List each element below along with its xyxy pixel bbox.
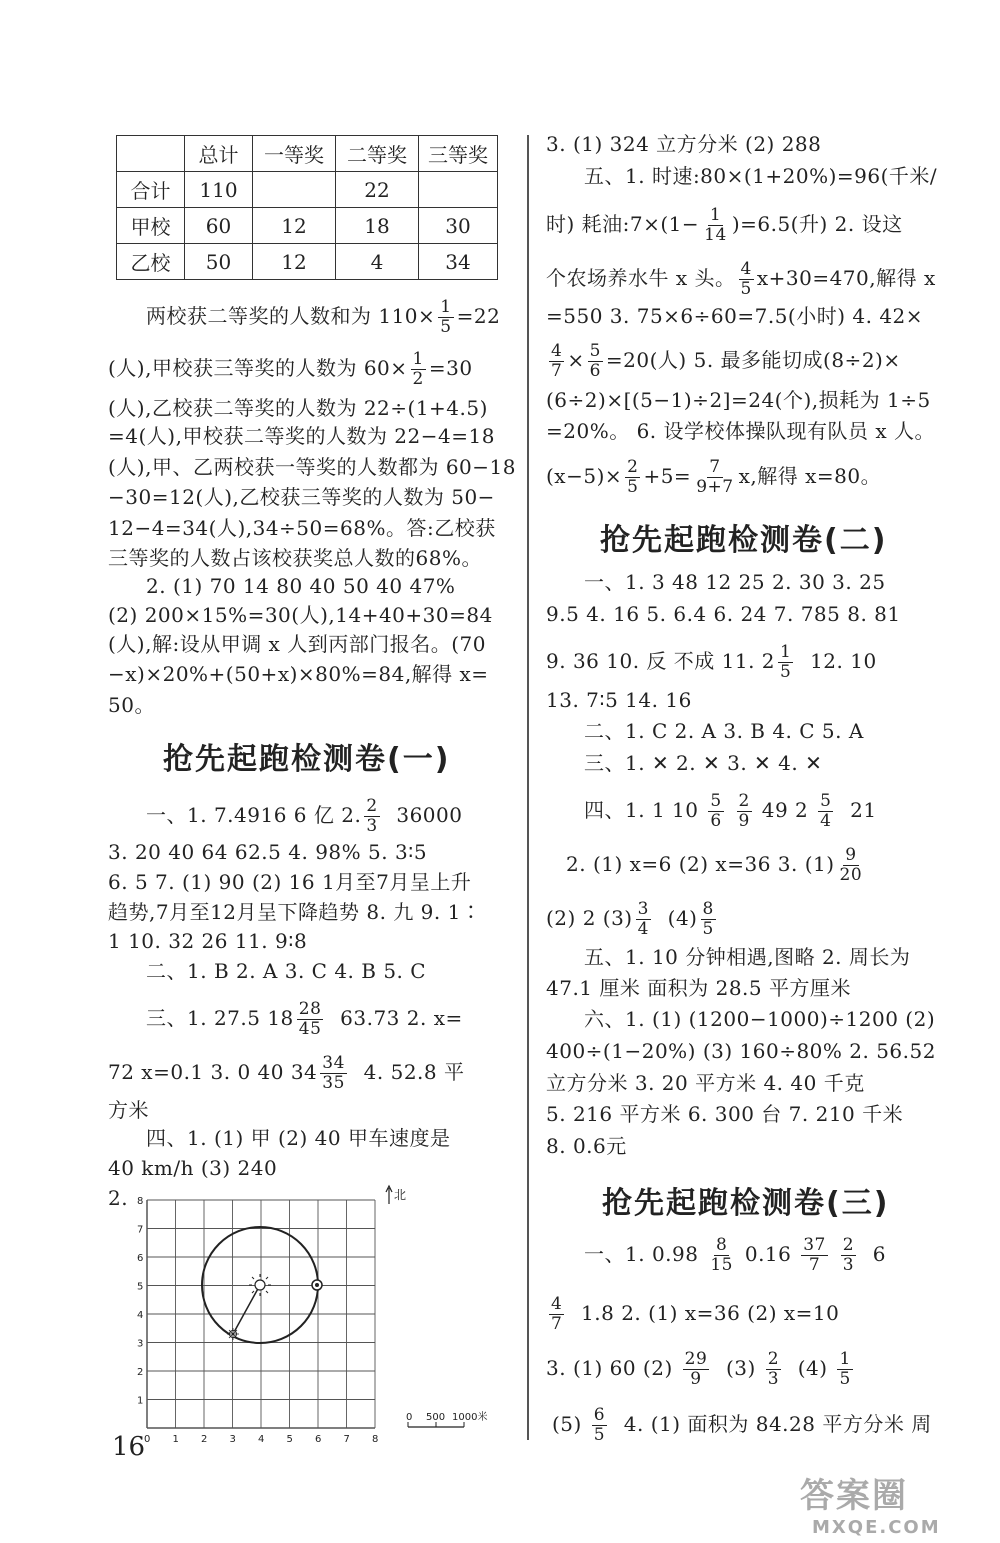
text-segment: 36000 [396,803,463,827]
awards-table [116,135,498,280]
denominator: 3 [767,1369,780,1389]
denominator: 5 [593,1425,606,1445]
text-line [546,1295,839,1334]
text-segment: =30 [428,356,473,380]
y-tick-label: 8 [137,1196,144,1207]
text-line: 立方分米 3. 20 平方米 4. 40 千克 [546,1071,865,1095]
grid-map [130,1180,510,1450]
grid-lines [147,1200,375,1428]
section-heading: 抢先起跑检测卷(一) [163,742,451,777]
denominator: 7 [551,1314,563,1334]
numerator: 2 [738,791,750,811]
text-line: 二、1. B 2. A 3. C 4. B 5. C [146,959,427,983]
table-cell [419,172,498,208]
numerator: 1 [709,205,722,225]
numerator: 37 [803,1235,826,1255]
denominator: 6 [710,811,722,831]
numerator: 7 [709,457,721,477]
sun-icon [249,1274,271,1296]
x-tick-label: 3 [229,1434,236,1445]
x-tick-label: 8 [372,1434,379,1445]
text-segment: =22 [456,304,501,328]
table-cell: 50 [185,244,253,280]
section-heading: 抢先起跑检测卷(二) [600,523,888,558]
denominator: 6 [589,361,601,381]
numerator: 4 [740,259,752,279]
text-segment: 2. (1) x=6 (2) x=36 3. (1) [566,852,835,876]
x-tick-label: 0 [144,1434,151,1445]
text-line [546,1350,856,1389]
text-line: =550 3. 75×6÷60=7.5(小时) 4. 42× [546,304,924,328]
watermark-text: 答案圈 [800,1476,908,1516]
fraction [297,1000,324,1039]
section-heading: 抢先起跑检测卷(三) [602,1186,890,1221]
numerator: 2 [842,1235,855,1255]
fraction [683,1350,710,1389]
text-line: 9.5 4. 16 5. 6.4 6. 24 7. 785 8. 81 [546,602,901,626]
numerator: 2 [366,796,378,816]
text-segment: 个农场养水牛 x 头。 [546,266,736,290]
denominator: 14 [704,225,727,245]
fraction [702,206,729,245]
y-tick-label: 3 [137,1338,144,1350]
text-line: 6. 5 7. (1) 90 (2) 16 1月至7月呈上升 [108,870,472,894]
fraction [708,1236,735,1275]
text-line: 四、1. (1) 甲 (2) 40 甲车速度是 [146,1126,451,1150]
denominator: 7 [808,1255,821,1275]
fraction [766,1350,781,1389]
text-line: =20%。 6. 设学校体操队现有队员 x 人。 [546,419,936,443]
table-cell: 二等奖 [336,136,419,172]
text-line: −x)×20%+(50+x)×80%=84,解得 x= [108,662,489,686]
denominator: 5 [440,317,452,337]
text-line: 方米 [108,1098,149,1122]
denominator: 9+7 [696,477,734,497]
text-line [584,792,877,831]
x-tick-label: 2 [201,1434,208,1445]
text-line: 50。 [108,693,155,717]
text-line: (2) 200×15%=30(人),14+40+30=84 [108,603,493,627]
fraction [837,1350,852,1389]
fraction [636,900,651,939]
table-cell: 合计 [117,172,185,208]
text-line: 13. 7∶5 14. 16 [546,688,692,712]
fraction [549,342,564,381]
denominator: 4 [637,919,649,939]
text-line: −30=12(人),乙校获三等奖的人数为 50− [108,485,495,509]
text-line: 2. [108,1186,129,1210]
text-line [146,797,462,836]
table-cell: 22 [336,172,419,208]
text-line: (人),甲、乙两校获一等奖的人数都为 60−18 [108,455,516,479]
radius-line [233,1285,260,1334]
text-segment: 21 [850,798,877,822]
text-line: 二、1. C 2. A 3. B 4. C 5. A [584,719,864,743]
north-arrow-icon [386,1186,392,1204]
fraction [737,792,752,831]
text-line: 三等奖的人数占该校获奖总人数的68%。 [108,546,482,570]
numerator: 1 [440,297,452,317]
denominator: 20 [839,865,863,885]
text-segment: 63.73 2. x= [340,1006,463,1030]
text-segment: 4. 52.8 平 [363,1060,465,1084]
denominator: 5 [702,919,714,939]
denominator: 5 [740,279,752,299]
table-cell: 甲校 [117,208,185,244]
denominator: 15 [710,1255,733,1275]
numerator: 1 [412,349,424,369]
scale-label: 0 [406,1412,413,1423]
text-segment: =20(人) 5. 最多能切成(8÷2)× [605,348,901,372]
text-segment: 三、1. 27.5 18 [146,1006,294,1030]
numerator: 8 [702,899,714,919]
denominator: 2 [412,369,424,389]
table-cell: 乙校 [117,244,185,280]
text-line: 47.1 厘米 面积为 28.5 平方厘米 [546,976,851,1000]
text-line: 5. 216 平方米 6. 300 台 7. 210 千米 [546,1102,904,1126]
numerator: 1 [839,1349,851,1369]
text-line: 三、1. ✕ 2. ✕ 3. ✕ 4. ✕ [584,751,823,775]
text-segment: × [567,348,585,372]
fraction [739,260,754,299]
numerator: 2 [627,457,639,477]
text-segment: 一、1. 7.4916 6 亿 2. [146,803,362,827]
numerator: 34 [322,1053,345,1073]
text-segment: (5) [552,1412,582,1436]
text-line [566,846,867,885]
watermark-url: MXQE.COM [812,1517,941,1538]
numerator: 8 [716,1235,728,1255]
text-segment: 四、1. 1 10 [584,798,699,822]
text-segment: 时) 耗油:7×(1− [546,212,700,236]
x-tick-label: 4 [258,1434,265,1445]
fraction [694,458,735,497]
table-cell [117,136,185,172]
fraction [320,1054,347,1093]
denominator: 35 [322,1073,345,1093]
text-line: (6÷2)×[(5−1)÷2]=24(个),损耗为 1÷5 [546,388,931,412]
text-segment: 4. (1) 面积为 84.28 平方分米 周 [623,1412,932,1436]
text-line: 8. 0.6元 [546,1134,627,1158]
text-line: 400÷(1−20%) (3) 160÷80% 2. 56.52 [546,1039,936,1063]
fraction [708,792,723,831]
text-line [546,342,901,381]
y-tick-label: 6 [137,1253,144,1264]
fraction [438,298,453,337]
y-tick-label: 7 [137,1224,144,1236]
text-line: (人),乙校获二等奖的人数为 22÷(1+4.5) [108,396,488,420]
numerator: 4 [551,341,563,361]
x-tick-label: 7 [343,1434,350,1445]
text-segment: 9. 36 10. 反 不成 11. 2 [546,649,776,673]
text-segment: (4) [667,906,698,930]
numerator: 29 [684,1349,708,1369]
text-segment: (x−5)× [546,464,623,488]
numerator: 3 [637,899,649,919]
text-segment: 12. 10 [810,649,877,673]
text-line [146,1000,463,1039]
denominator: 5 [839,1369,851,1389]
denominator: 5 [780,662,792,682]
text-line [146,298,500,337]
y-tick-label: 2 [137,1367,144,1378]
denominator: 3 [366,816,378,836]
text-segment: 1.8 2. (1) x=36 (2) x=10 [581,1301,840,1325]
text-segment: (人),甲校获三等奖的人数为 60× [108,356,408,380]
x-tick-label: 5 [286,1434,293,1445]
text-line [108,350,473,389]
table-cell: 一等奖 [253,136,336,172]
fraction [801,1236,828,1275]
numerator: 5 [820,791,832,811]
text-segment: (4) [797,1356,828,1380]
table-header-row [117,136,498,172]
text-line: (人),解:设从甲调 x 人到丙部门报名。(70 [108,632,486,656]
y-tick-label: 1 [137,1395,144,1407]
denominator: 3 [842,1255,855,1275]
text-line: 五、1. 时速:80×(1+20%)=96(千米/ [584,164,938,188]
text-line [546,643,877,682]
table-cell: 34 [419,244,498,280]
text-line: 一、1. 3 48 12 25 2. 30 3. 25 [584,570,886,594]
fraction [778,643,793,682]
text-line: 六、1. (1) (1200−1000)÷1200 (2) [584,1007,936,1031]
scale-label: 1000米 [452,1412,488,1423]
numerator: 4 [551,1294,563,1314]
text-segment: (2) 2 (3) [546,906,633,930]
text-line [546,206,903,245]
denominator: 45 [298,1019,322,1039]
scale-label: 500 [426,1412,446,1423]
text-line: =4(人),甲校获二等奖的人数为 22−4=18 [108,424,495,448]
table-cell: 4 [336,244,419,280]
text-line: 2. (1) 70 14 80 40 50 40 47% [146,574,456,598]
table-row [117,244,498,280]
table-row [117,172,498,208]
table-cell: 12 [253,244,336,280]
denominator: 5 [627,477,639,497]
target-icon [312,1280,322,1290]
fraction [588,342,603,381]
text-line [552,1406,932,1445]
text-line [546,900,719,939]
x-tick-label: 6 [315,1434,322,1445]
table-cell: 12 [253,208,336,244]
text-line: 3. (1) 324 立方分米 (2) 288 [546,132,822,156]
y-tick-labels [137,1196,143,1407]
north-label: 北 [394,1188,407,1202]
fraction [411,350,426,389]
text-segment: 72 x=0.1 3. 0 40 34 [108,1060,318,1084]
text-line: 40 km/h (3) 240 [108,1156,278,1180]
text-segment: 6 [872,1242,887,1266]
fraction [549,1295,564,1334]
x-tick-labels [144,1434,378,1445]
text-line [546,458,881,497]
numerator: 1 [780,642,792,662]
x-tick-label: 1 [172,1434,179,1445]
numerator: 5 [710,791,722,811]
text-line [108,1054,464,1093]
page-number: 16 [112,1432,146,1462]
fraction [838,846,865,885]
text-segment: 3. (1) 60 (2) [546,1356,673,1380]
fraction [701,900,716,939]
denominator: 4 [820,811,832,831]
text-line: 趋势,7月至12月呈下降趋势 8. 九 9. 1∶ [108,900,482,924]
text-segment: (3) [725,1356,756,1380]
table-cell: 60 [185,208,253,244]
numerator: 2 [767,1349,780,1369]
text-line [546,260,936,299]
denominator: 9 [738,811,750,831]
y-tick-label: 5 [137,1281,144,1293]
fraction [841,1236,856,1275]
column-divider [527,135,529,1440]
fraction [625,458,640,497]
table-cell: 110 [185,172,253,208]
text-segment: 两校获二等奖的人数和为 110× [146,304,436,328]
table-cell: 三等奖 [419,136,498,172]
text-segment: +5= [643,464,692,488]
y-tick-label: 4 [137,1310,144,1321]
table-cell: 30 [419,208,498,244]
text-line [584,1236,886,1275]
text-segment: )=6.5(升) 2. 设这 [731,212,903,236]
fraction [818,792,833,831]
table-cell [253,172,336,208]
text-segment: 0.16 [744,1242,792,1266]
text-segment: 49 2 [761,798,809,822]
denominator: 7 [551,361,563,381]
text-line: 12−4=34(人),34÷50=68%。答:乙校获 [108,516,496,540]
numerator: 6 [593,1405,606,1425]
denominator: 9 [690,1369,702,1389]
fraction [364,797,379,836]
fraction [592,1406,607,1445]
numerator: 9 [845,845,857,865]
text-line: 1 10. 32 26 11. 9∶8 [108,929,308,953]
numerator: 5 [589,341,601,361]
text-segment: x+30=470,解得 x [756,266,936,290]
text-line: 3. 20 40 64 62.5 4. 98% 5. 3∶5 [108,840,428,864]
text-segment: x,解得 x=80。 [738,464,882,488]
text-segment: 一、1. 0.98 [584,1242,699,1266]
table-cell: 总计 [185,136,253,172]
watermark-logo [800,1468,941,1538]
table-cell: 18 [336,208,419,244]
text-line: 五、1. 10 分钟相遇,图略 2. 周长为 [584,945,911,969]
table-row [117,208,498,244]
numerator: 28 [298,999,322,1019]
